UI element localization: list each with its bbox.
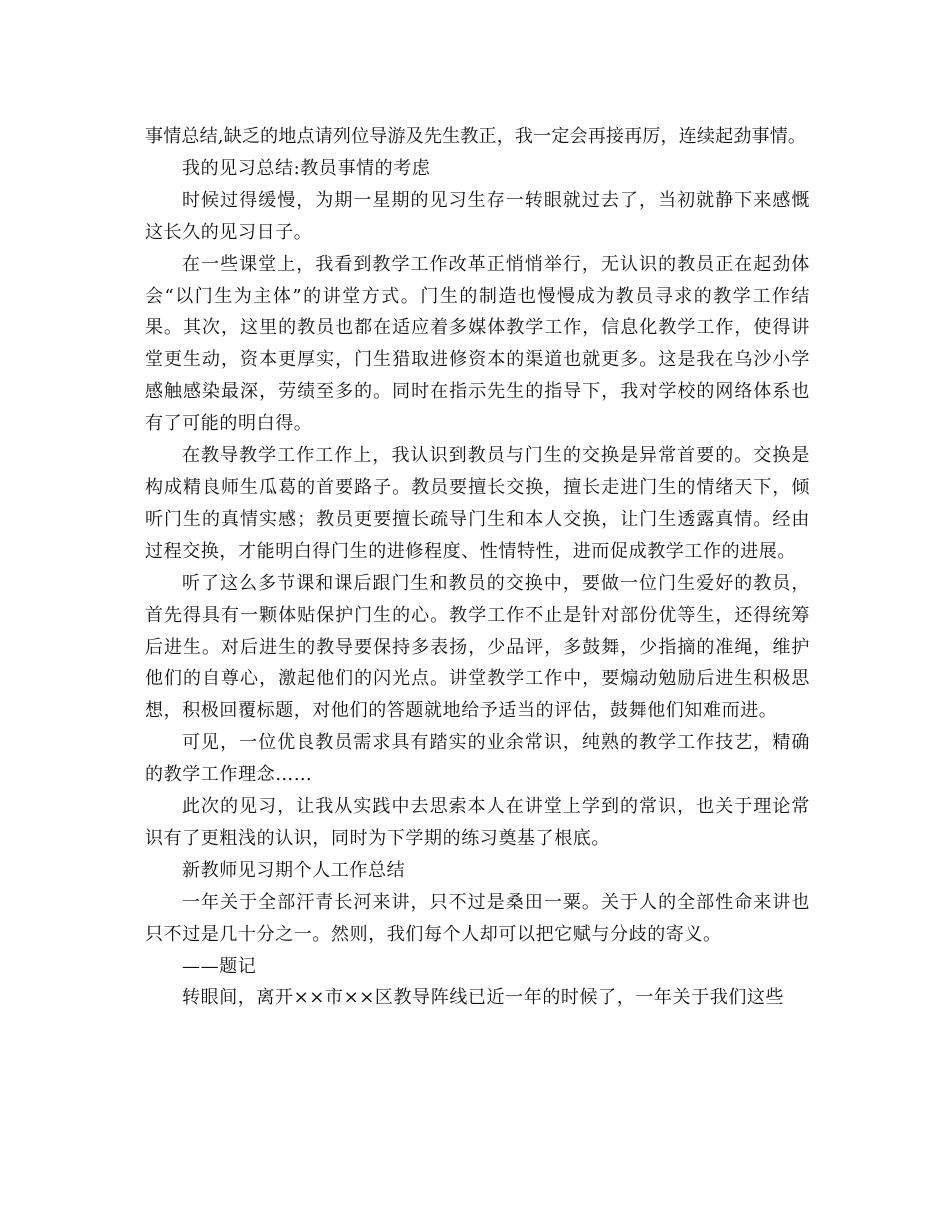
- paragraph-reflection: 此次的见习，让我从实践中去思索本人在讲堂上学到的常识，也关于理论常识有了更粗浅的认识，同时为下学期的练习奠基了根底。: [145, 796, 810, 849]
- section-heading-new-teacher-summary: 新教师见习期个人工作总结: [182, 859, 406, 881]
- paragraph-epigraph: 一年关于全部汗青长河来讲，只不过是桑田一粟。关于人的全部性命来讲也只不过是几十分之一。然则，我们每个人却可以把它赋与分歧的寄义。: [145, 891, 810, 945]
- paragraph-communication: 在教导教学工作工作上，我认识到教员与门生的交换是异常首要的。交换是构成精良师生瓜葛的首要路子。教员要擅长交换，擅长走进门生的情绪天下，倾听门生的真情实感；教员更要擅长疏导门生和本人交换，让门生透露真情。经由过程交换，才能明白得门生的进修程度、性情特性，进而促成教学工作的进展。: [145, 445, 810, 562]
- paragraph-teaching-reform: 在一些课堂上，我看到教学工作改革正悄悄举行，无认识的教员正在起劲体会“以门生为主体”的讲堂方式。门生的制造也慢慢成为教员寻求的教学工作结果。其次，这里的教员也都在适应着多媒体教学工作，信息化教学工作，使得讲堂更生动，资本更厚实，门生猎取进修资本的渠道也就更多。这是我在乌沙小学感触感染最深，劳绩至多的。同时在指示先生的指导下，我对学校的网络体系也有了可能的明白得。: [145, 253, 810, 435]
- document-body: [145, 121, 810, 1014]
- epigraph-attribution: ——题记: [182, 955, 257, 977]
- paragraph-caring-teacher: 听了这么多节课和课后跟门生和教员的交换中，要做一位门生爱好的教员，首先得具有一颗体贴保护门生的心。教学工作不止是针对部份优等生，还得统筹后进生。对后进生的教导要保持多表扬，少品评，多鼓舞，少指摘的准绳，维护他们的自尊心，激起他们的闪光点。讲堂教学工作中，要煽动勉励后进生积极思想，积极回覆标题，对他们的答题就地给予适当的评估，鼓舞他们知难而进。: [145, 572, 810, 722]
- section-heading-internship-summary: 我的见习总结:教员事情的考虑: [182, 157, 431, 179]
- paragraph-opening: 转眼间，离开××市××区教导阵线已近一年的时候了，一年关于我们这些: [182, 987, 785, 1009]
- paragraph-excellent-teacher: 可见，一位优良教员需求具有踏实的业余常识，纯熟的教学工作技艺，精确的教学工作理念……: [145, 732, 810, 786]
- paragraph-continuation: 事情总结,缺乏的地点请列位导游及先生教正，我一定会再接再厉，连续起劲事情。: [145, 126, 807, 147]
- paragraph-intro: 时候过得缓慢，为期一星期的见习生存一转眼就过去了，当初就静下来感慨这长久的见习日子。: [145, 189, 810, 243]
